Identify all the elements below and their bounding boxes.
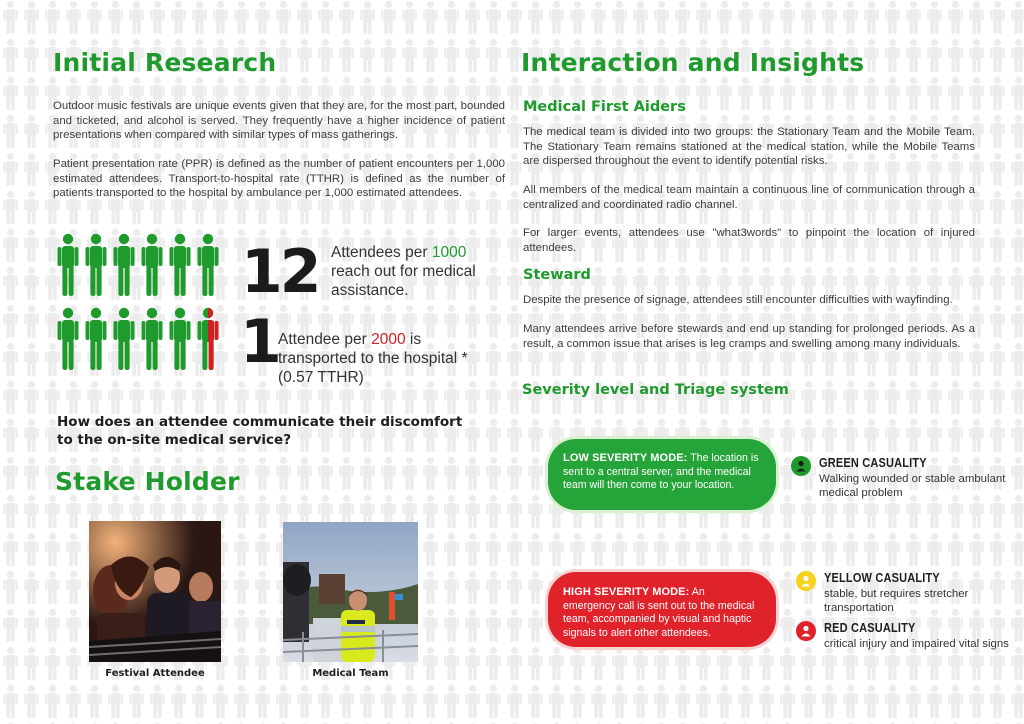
green-casualty-desc: Walking wounded or stable ambulant medical problem — [819, 473, 1006, 499]
low-severity-mode-text: The location is sent to a central server, and the medical team will then come to your location. — [563, 452, 759, 491]
festival-attendee-caption: Festival Attendee — [105, 668, 205, 679]
stat-1-text-post: reach out for medical assistance. — [331, 263, 476, 299]
red-casualty-desc: critical injury and impaired vital signs — [824, 638, 1009, 650]
green-casualty-title: GREEN CASUALITY — [819, 456, 927, 470]
half-red-person-icon — [196, 307, 220, 371]
green-person-icon — [196, 233, 220, 297]
red-casualty-title: RED CASUALITY — [824, 621, 916, 635]
green-person-icon — [112, 307, 136, 371]
green-person-icon — [140, 233, 164, 297]
triage-heading: Severity level and Triage system — [522, 382, 789, 398]
yellow-casualty-title: YELLOW CASUALITY — [824, 571, 940, 585]
medical-team-photo — [283, 522, 418, 662]
stat-1-text-pre: Attendees per — [331, 244, 432, 261]
green-person-icon — [56, 233, 80, 297]
first-aiders-para-1: The medical team is divided into two groups: the Stationary Team and the Mobile Team. The Stationary Team remains stationed at the medical station, while the Mobile Teams are dispersed throughout the event to identify potential risks. — [523, 126, 975, 167]
crowd-photo-icon — [89, 521, 221, 662]
initial-research-title: Initial Research — [53, 48, 277, 77]
medical-first-aiders-heading: Medical First Aiders — [523, 99, 686, 115]
green-person-icon — [84, 307, 108, 371]
green-person-icon — [168, 307, 192, 371]
yellow-casualty-desc: stable, but requires stretcher transportation — [824, 588, 969, 614]
festival-attendee-photo — [89, 521, 221, 662]
stakeholder-title: Stake Holder — [55, 467, 240, 496]
green-person-icon — [56, 307, 80, 371]
initial-research-para-1: Outdoor music festivals are unique events given that they are, for the most part, bounded and ticketed, and alcohol is served. They frequently have a higher incidence of patient presentations when compared with similar types of mass gatherings. — [53, 100, 505, 141]
interaction-insights-title: Interaction and Insights — [521, 48, 865, 77]
low-severity-mode-label: LOW SEVERITY MODE: — [563, 452, 688, 464]
stat-2-text-pre: Attendee per — [278, 331, 372, 348]
high-severity-mode-label: HIGH SEVERITY MODE: — [563, 586, 690, 598]
green-person-icon — [168, 233, 192, 297]
low-severity-mode-card — [548, 439, 776, 510]
stat-2-number: 1 — [240, 307, 279, 377]
high-severity-mode-text: An emergency call is sent out to the medical team, accompanied by visual and haptic signals to alert other attendees. — [563, 586, 755, 639]
high-severity-mode-card — [548, 572, 776, 647]
green-person-icon — [112, 233, 136, 297]
first-aiders-para-2: All members of the medical team maintain a continuous line of communication through a centralized and coordinated radio channel. — [523, 184, 975, 211]
green-casualty-item — [791, 456, 1021, 500]
initial-research-para-2: Patient presentation rate (PPR) is defined as the number of patient encounters per 1,000 estimated attendees. Transport-to-hospital rate (TTHR) is defined as the number of patients transported to the hospital by ambulance per 1,000 estimated attendees. — [53, 158, 505, 199]
stat-1-number: 12 — [241, 237, 319, 307]
medical-team-photo-icon — [283, 522, 418, 662]
steward-para-2: Many attendees arrive before stewards and end up standing for prolonged periods. As a result, a common issue that arises is leg cramps and swelling among many individuals. — [523, 323, 975, 350]
first-aiders-para-3: For larger events, attendees use "what3words" to pinpoint the location of injured attendees. — [523, 227, 975, 254]
people-row-stat-2 — [56, 307, 220, 371]
stat-2-highlight: 2000 — [371, 331, 406, 348]
medical-team-caption: Medical Team — [312, 668, 389, 679]
red-person-icon — [796, 621, 816, 641]
steward-para-1: Despite the presence of signage, attendees still encounter difficulties with wayfinding. — [523, 294, 953, 306]
people-row-stat-1 — [56, 233, 220, 297]
green-person-icon — [84, 233, 108, 297]
research-question: How does an attendee communicate their discomfort to the on-site medical service? — [57, 414, 463, 448]
yellow-casualty-item — [796, 571, 1022, 615]
green-person-icon — [140, 307, 164, 371]
stat-2-text — [278, 330, 478, 387]
steward-heading: Steward — [523, 267, 591, 283]
stat-2-text-post: is transported to the hospital *(0.57 TTHR) — [278, 331, 468, 386]
stat-1-text — [331, 243, 507, 300]
red-casualty-item — [796, 621, 1022, 665]
stat-1-highlight: 1000 — [431, 244, 467, 261]
green-person-icon — [791, 456, 811, 476]
yellow-person-icon — [796, 571, 816, 591]
